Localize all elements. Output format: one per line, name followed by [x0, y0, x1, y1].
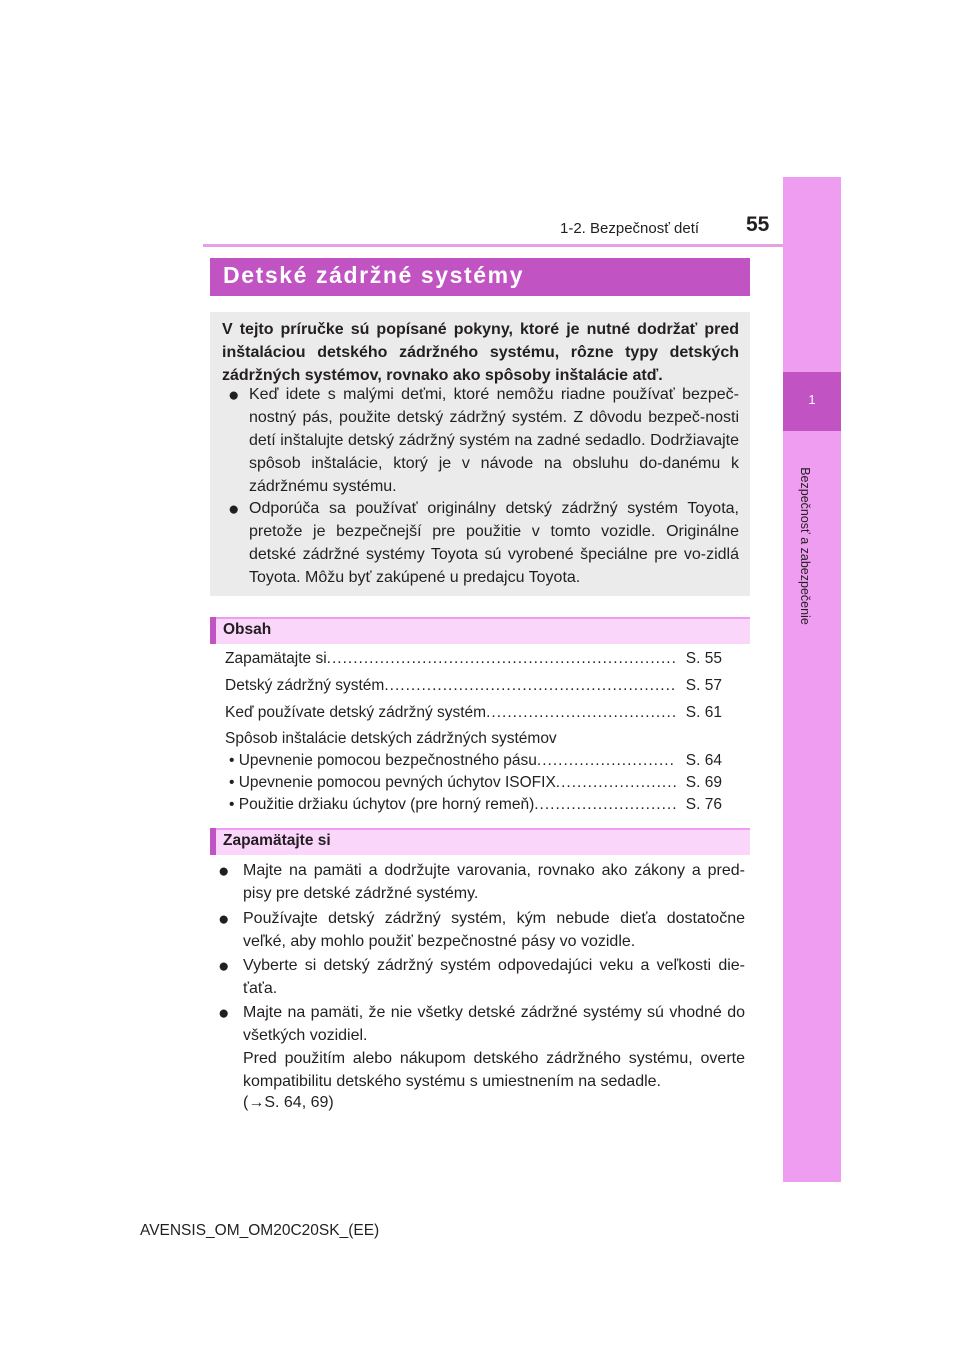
chapter-title: Bezpečnosť a zabezpečenie: [798, 467, 812, 625]
keep-in-mind-extra-text: Pred použitím alebo nákupom detského zádržného systému, overte kompatibilitu detského systému s umiestnením na sedadle.: [243, 1050, 745, 1090]
toc-leader: [384, 677, 675, 695]
keep-in-mind-heading: Zapamätajte si: [223, 832, 331, 849]
toc-item-text: Detský zádržný systém: [225, 677, 385, 694]
side-tab-strip: [783, 177, 841, 1182]
intro-bullet-2: Odporúča sa používať originálny detský zádržný systém Toyota, pretože je bezpečnejší pre použitie v tomto vozidle. Originálne detské zádržné systémy Toyota sú vyrobené špeciálne pre vo-zidlá Toyota. Môžu byť zakúpené u predajcu Toyota.: [249, 500, 739, 586]
toc-item-page: S. 55: [685, 650, 722, 667]
intro-bullet-1: Keď idete s malými deťmi, ktoré nemôžu riadne používať bezpeč-nostný pás, použite detský zádržný systém. Z dôvodu bezpeč-nosti detí inštalujte detský zádržný systém na zadné sedadlo. Dodržiavajte spôsob inštalácie, ktorý je v návode na obsluhu do-danému k zádržnému systému.: [249, 386, 739, 495]
toc-leader: [327, 650, 676, 668]
toc-sub-item[interactable]: [229, 752, 722, 770]
keep-in-mind-bullet-2: Používajte detský zádržný systém, kým nebude dieťa dostatočne veľké, aby mohlo použiť bezpečnostné pásy vo vozidle.: [243, 910, 745, 950]
toc-item-page: S. 69: [685, 774, 722, 791]
toc-item-page: S. 61: [685, 704, 722, 721]
toc-item-text: Keď používate detský zádržný systém: [225, 704, 487, 721]
toc-item-text: Zapamätajte si: [225, 650, 327, 667]
toc-leader: [534, 796, 676, 814]
toc-sub-item[interactable]: [229, 796, 722, 814]
page-number: 55: [746, 213, 770, 236]
bullet-icon: ●: [228, 499, 240, 520]
header-rule: [203, 244, 783, 247]
page-title: Detské zádržné systémy: [223, 262, 525, 288]
document-code: AVENSIS_OM_OM20C20SK_(EE): [140, 1222, 380, 1239]
contents-heading-bar: [210, 617, 750, 644]
toc-item[interactable]: [225, 677, 722, 695]
bullet-icon: ●: [228, 385, 240, 406]
toc-item-page: S. 64: [685, 752, 722, 769]
keep-in-mind-bullet-4: Majte na pamäti, že nie všetky detské zádržné systémy sú vhodné do všetkých vozidiel.: [243, 1004, 745, 1044]
bullet-icon: ●: [218, 956, 230, 977]
section-label: 1-2. Bezpečnosť detí: [560, 220, 700, 237]
bullet-icon: ●: [218, 861, 230, 882]
toc-item-text: • Upevnenie pomocou bezpečnostného pásu: [229, 752, 537, 769]
chapter-number: 1: [808, 392, 816, 407]
toc-leader: [486, 704, 676, 722]
toc-leader: [537, 752, 676, 770]
toc-item-page: S. 76: [685, 796, 722, 813]
page-reference-link[interactable]: (→S. 64, 69): [243, 1094, 334, 1111]
bullet-icon: ●: [218, 909, 230, 930]
toc-item[interactable]: [225, 650, 722, 668]
bullet-icon: ●: [218, 1003, 230, 1024]
toc-sub-item[interactable]: [229, 774, 722, 792]
contents-heading: Obsah: [223, 621, 272, 638]
toc-group-title: Spôsob inštalácie detských zádržných systémov: [225, 730, 557, 747]
keep-in-mind-bullet-3: Vyberte si detský zádržný systém odpovedajúci veku a veľkosti die-ťaťa.: [243, 957, 745, 997]
keep-in-mind-bullet-1: Majte na pamäti a dodržujte varovania, rovnako ako zákony a pred-pisy pre detské zádržné systémy.: [243, 862, 745, 902]
toc-item-text: • Použitie držiaku úchytov (pre horný remeň): [229, 796, 535, 813]
toc-item-page: S. 57: [685, 677, 722, 694]
toc-item-text: • Upevnenie pomocou pevných úchytov ISOFIX: [229, 774, 556, 791]
intro-text: V tejto príručke sú popísané pokyny, ktoré je nutné dodržať pred inštaláciou detského zádržného systému, rôzne typy detských zádržných systémov, rovnako ako spôsoby inštalácie atď.: [222, 321, 739, 384]
toc-item[interactable]: [225, 704, 722, 722]
toc-leader: [556, 774, 676, 792]
